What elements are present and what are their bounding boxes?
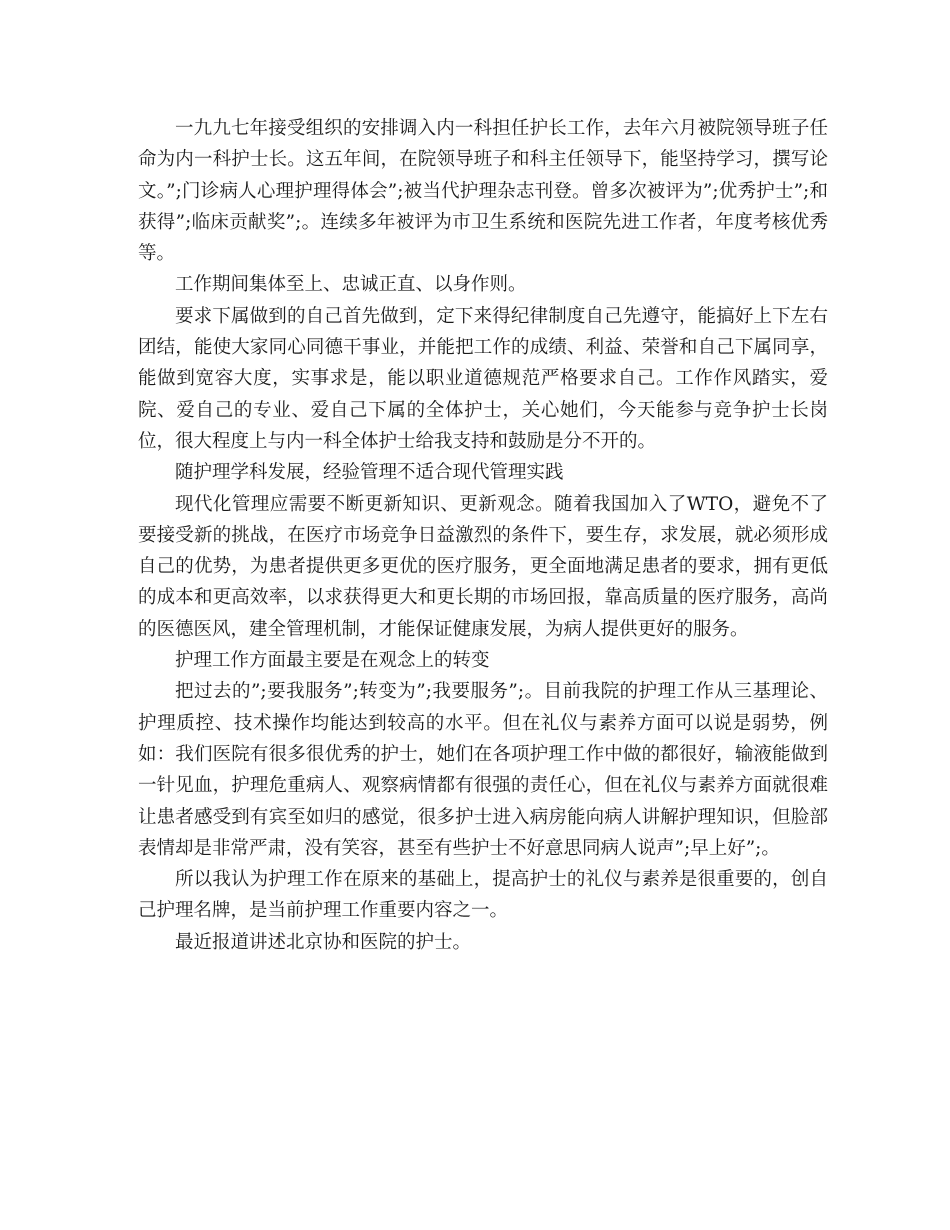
paragraph-work-principle: 工作期间集体至上、忠诚正直、以身作则。 bbox=[175, 274, 527, 296]
paragraph-heading-mindset: 护理工作方面最主要是在观念上的转变 bbox=[175, 650, 490, 672]
paragraph-recent-report: 最近报道讲述北京协和医院的护士。 bbox=[175, 931, 472, 953]
paragraph-heading-management: 随护理学科发展，经验管理不适合现代管理实践 bbox=[175, 462, 564, 484]
paragraph-etiquette: 所以我认为护理工作在原来的基础上，提高护士的礼仪与素养是很重要的，创自己护理名牌，是当前护理工作重要内容之一。 bbox=[138, 869, 828, 922]
document-page bbox=[138, 113, 828, 958]
paragraph-career-summary: 一九九七年接受组织的安排调入内一科担任护长工作，去年六月被院领导班子任命为内一科护士长。这五年间，在院领导班子和科主任领导下，能坚持学习，撰写论文。”;门诊病人心理护理得体会”;被当代护理杂志刊登。曾多次被评为”;优秀护士”;和获得”;临床贡献奖”;。连续多年被评为市卫生系统和医院先进工作者，年度考核优秀等。 bbox=[138, 118, 828, 265]
paragraph-modern-management: 现代化管理应需要不断更新知识、更新观念。随着我国加入了WTO，避免不了要接受新的挑战，在医疗市场竞争日益激烈的条件下，要生存，求发展，就必须形成自己的优势，为患者提供更多更优的医疗服务，更全面地满足患者的要求，拥有更低的成本和更高效率，以求获得更大和更长期的市场回报，靠高质量的医疗服务，高尚的医德医风，建全管理机制，才能保证健康发展，为病人提供更好的服务。 bbox=[138, 493, 828, 640]
paragraph-leadership: 要求下属做到的自己首先做到，定下来得纪律制度自己先遵守，能搞好上下左右团结，能使大家同心同德干事业，并能把工作的成绩、利益、荣誉和自己下属同享，能做到宽容大度，实事求是，能以职业道德规范严格要求自己。工作作风踏实，爱院、爱自己的专业、爱自己下属的全体护士，关心她们，今天能参与竞争护士长岗位，很大程度上与内一科全体护士给我支持和鼓励是分不开的。 bbox=[138, 305, 828, 452]
paragraph-service-attitude: 把过去的”;要我服务”;转变为”;我要服务”;。目前我院的护理工作从三基理论、护理质控、技术操作均能达到较高的水平。但在礼仪与素养方面可以说是弱势，例如：我们医院有很多很优秀的护士，她们在各项护理工作中做的都很好，输液能做到一针见血，护理危重病人、观察病情都有很强的责任心，但在礼仪与素养方面就很难让患者感受到有宾至如归的感觉，很多护士进入病房能向病人讲解护理知识，但脸部表情却是非常严肃，没有笑容，甚至有些护士不好意思同病人说声”;早上好”;。 bbox=[138, 681, 828, 859]
